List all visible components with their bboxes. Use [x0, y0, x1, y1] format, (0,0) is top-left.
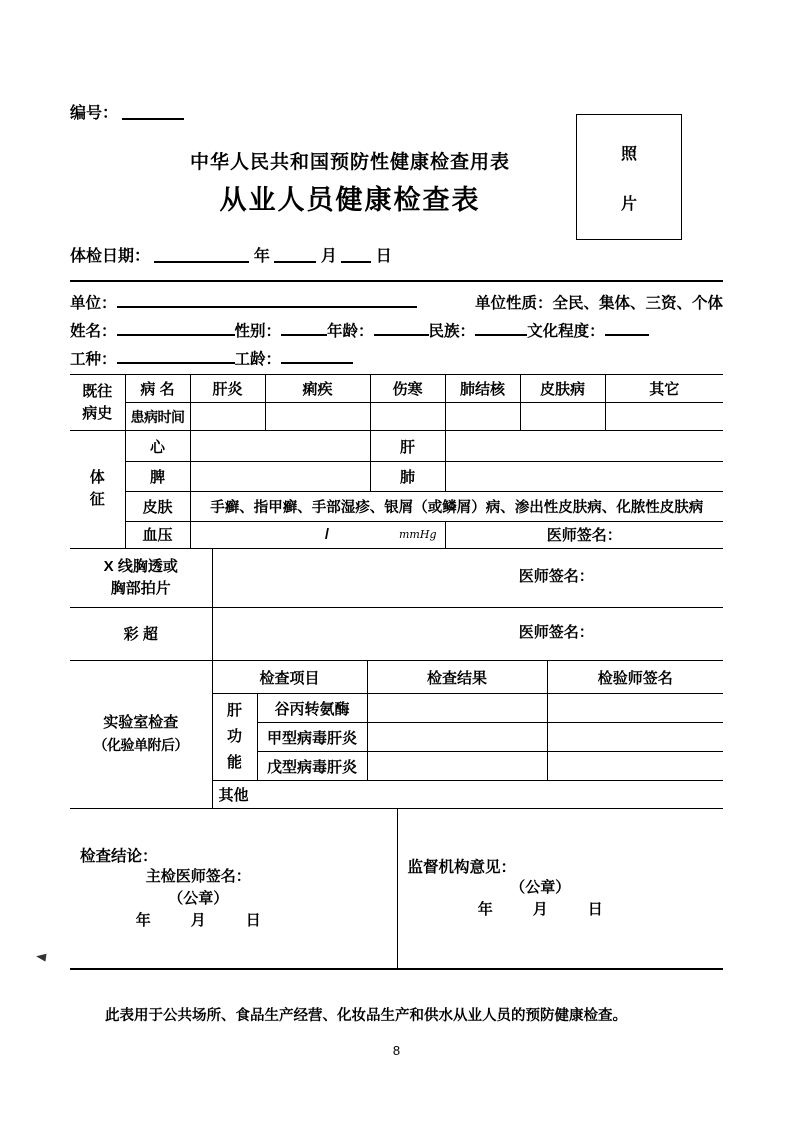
age-label: 年龄： [327, 323, 374, 340]
unit-input-line[interactable] [117, 291, 417, 308]
bp-slash: / [324, 526, 329, 544]
supervisor-opinion-cell[interactable] [397, 808, 723, 969]
lab-result-cell-hep-a[interactable] [367, 723, 547, 752]
month-suffix: 月 [320, 248, 337, 265]
photo-label-top: 照 [620, 145, 637, 163]
imaging-table [70, 548, 723, 661]
lab-item-hep-a: 甲型病毒肝炎 [257, 723, 367, 752]
lung-label: 肺 [370, 462, 445, 492]
disease-header-dysentery: 痢疾 [265, 375, 370, 403]
disease-name-header: 病 名 [125, 375, 190, 403]
liver-label: 肝 [370, 431, 445, 462]
heart-label: 心 [125, 431, 190, 462]
supervisor-date-line: 年 月 日 [477, 901, 603, 919]
xray-section-label: X 线胸透或 胸部拍片 [103, 557, 178, 597]
job-row [70, 346, 723, 374]
gender-label: 性别： [234, 323, 282, 340]
heart-finding-cell[interactable] [190, 431, 370, 462]
liver-function-label: 肝 功 能 [212, 694, 257, 781]
day-suffix: 日 [375, 248, 392, 265]
onset-cell-dysentery[interactable] [265, 403, 370, 431]
onset-cell-hepatitis[interactable] [190, 403, 265, 431]
physical-section-label: 体 征 [70, 431, 125, 548]
serial-row [70, 100, 723, 123]
unit-nature-label: 单位性质：全民、集体、三资、个体 [474, 295, 723, 312]
exam-day-input-line[interactable] [341, 246, 371, 263]
age-input-line[interactable] [374, 319, 429, 336]
occupation-input-line[interactable] [117, 347, 235, 364]
lab-sign-cell-alt[interactable] [547, 694, 723, 723]
seal-label: （公章） [510, 879, 571, 897]
bp-label: 血压 [125, 522, 190, 548]
ethnicity-input-line[interactable] [475, 319, 527, 336]
lab-col-sign-header: 检验师签名 [547, 661, 723, 694]
ethnicity-label: 民族： [428, 323, 476, 340]
bp-value-cell[interactable] [190, 522, 445, 548]
serial-input-line[interactable] [122, 103, 184, 120]
unit-label: 单位： [70, 295, 117, 312]
disease-header-tb: 肺结核 [445, 375, 520, 403]
xray-result-cell[interactable] [212, 548, 723, 607]
exam-month-input-line[interactable] [274, 246, 316, 263]
chief-doctor-sign-label: 主检医师签名： [145, 868, 251, 886]
education-label: 文化程度： [527, 323, 605, 340]
lab-col-item-header: 检查项目 [212, 661, 367, 694]
spleen-finding-cell[interactable] [190, 462, 370, 492]
history-section-label: 既往 病史 [82, 382, 113, 422]
supervisor-opinion-title: 监督机构意见： [407, 859, 517, 877]
usage-note: 此表用于公共场所、食品生产经营、化妆品生产和供水从业人员的预防健康检查。 [105, 1008, 627, 1024]
serial-label: 编号： [70, 105, 119, 122]
service-years-label: 工龄： [234, 351, 282, 368]
name-input-line[interactable] [117, 319, 235, 336]
photo-label-bottom: 片 [620, 195, 637, 213]
ultrasound-result-cell[interactable] [212, 607, 723, 660]
disease-header-hepatitis: 肝炎 [190, 375, 265, 403]
gender-input-line[interactable] [281, 319, 327, 336]
education-input-line[interactable] [605, 319, 649, 336]
lab-sign-cell-hep-e[interactable] [547, 752, 723, 781]
form-title: 从业人员健康检查表 [219, 185, 481, 215]
lab-result-cell-alt[interactable] [367, 694, 547, 723]
lab-sign-cell-hep-a[interactable] [547, 723, 723, 752]
bp-doctor-sign-cell[interactable] [445, 522, 723, 548]
form-supertitle: 中华人民共和国预防性健康检查用表 [189, 152, 510, 173]
ultrasound-section-label: 彩 超 [70, 607, 212, 660]
conclusion-date-line: 年 月 日 [135, 912, 261, 930]
lab-section-label: 实验室检查 （化验单附后） [93, 713, 188, 753]
skin-findings-text: 手癣、指甲癣、手部湿疹、银屑（或鳞屑）病、渗出性皮肤病、化脓性皮肤病 [190, 492, 723, 522]
onset-cell-tb[interactable] [445, 403, 520, 431]
disease-header-other: 其它 [605, 375, 723, 403]
lab-result-cell-hep-e[interactable] [367, 752, 547, 781]
service-years-input-line[interactable] [281, 347, 353, 364]
exam-date-label: 体检日期： [70, 248, 151, 265]
page-number: 8 [392, 1043, 401, 1058]
disease-header-typhoid: 伤寒 [370, 375, 445, 403]
name-label: 姓名： [70, 323, 117, 340]
conclusion-table [70, 808, 723, 971]
occupation-label: 工种： [70, 351, 117, 368]
exam-date-row [70, 243, 723, 266]
liver-finding-cell[interactable] [445, 431, 723, 462]
unit-row [70, 290, 723, 318]
lab-item-hep-e: 戊型病毒肝炎 [257, 752, 367, 781]
exam-year-input-line[interactable] [154, 246, 249, 263]
lab-item-alt: 谷丙转氨酶 [257, 694, 367, 723]
skin-label: 皮肤 [125, 492, 190, 522]
conclusion-cell[interactable] [70, 808, 397, 969]
doctor-sign-label: 医师签名： [518, 624, 594, 642]
stray-pen-mark [35, 952, 46, 961]
onset-cell-typhoid[interactable] [370, 403, 445, 431]
doctor-sign-label: 医师签名： [518, 568, 594, 585]
conclusion-title: 检查结论： [80, 848, 158, 866]
bp-unit-label: mmHg [399, 528, 437, 542]
onset-cell-skin[interactable] [520, 403, 605, 431]
seal-label: （公章） [168, 890, 229, 908]
history-physical-table [70, 374, 723, 548]
person-row [70, 318, 723, 346]
lab-table [70, 660, 723, 808]
onset-time-label: 患病时间 [125, 403, 190, 431]
lab-other-label: 其他 [218, 786, 249, 804]
lab-col-result-header: 检查结果 [367, 661, 547, 694]
doctor-sign-label: 医师签名： [546, 527, 622, 545]
disease-header-skin: 皮肤病 [520, 375, 605, 403]
onset-cell-other[interactable] [605, 403, 723, 431]
year-suffix: 年 [253, 248, 270, 265]
lung-finding-cell[interactable] [445, 462, 723, 492]
spleen-label: 脾 [125, 462, 190, 492]
header-divider-rule [70, 280, 723, 282]
lab-other-row[interactable] [212, 781, 723, 808]
